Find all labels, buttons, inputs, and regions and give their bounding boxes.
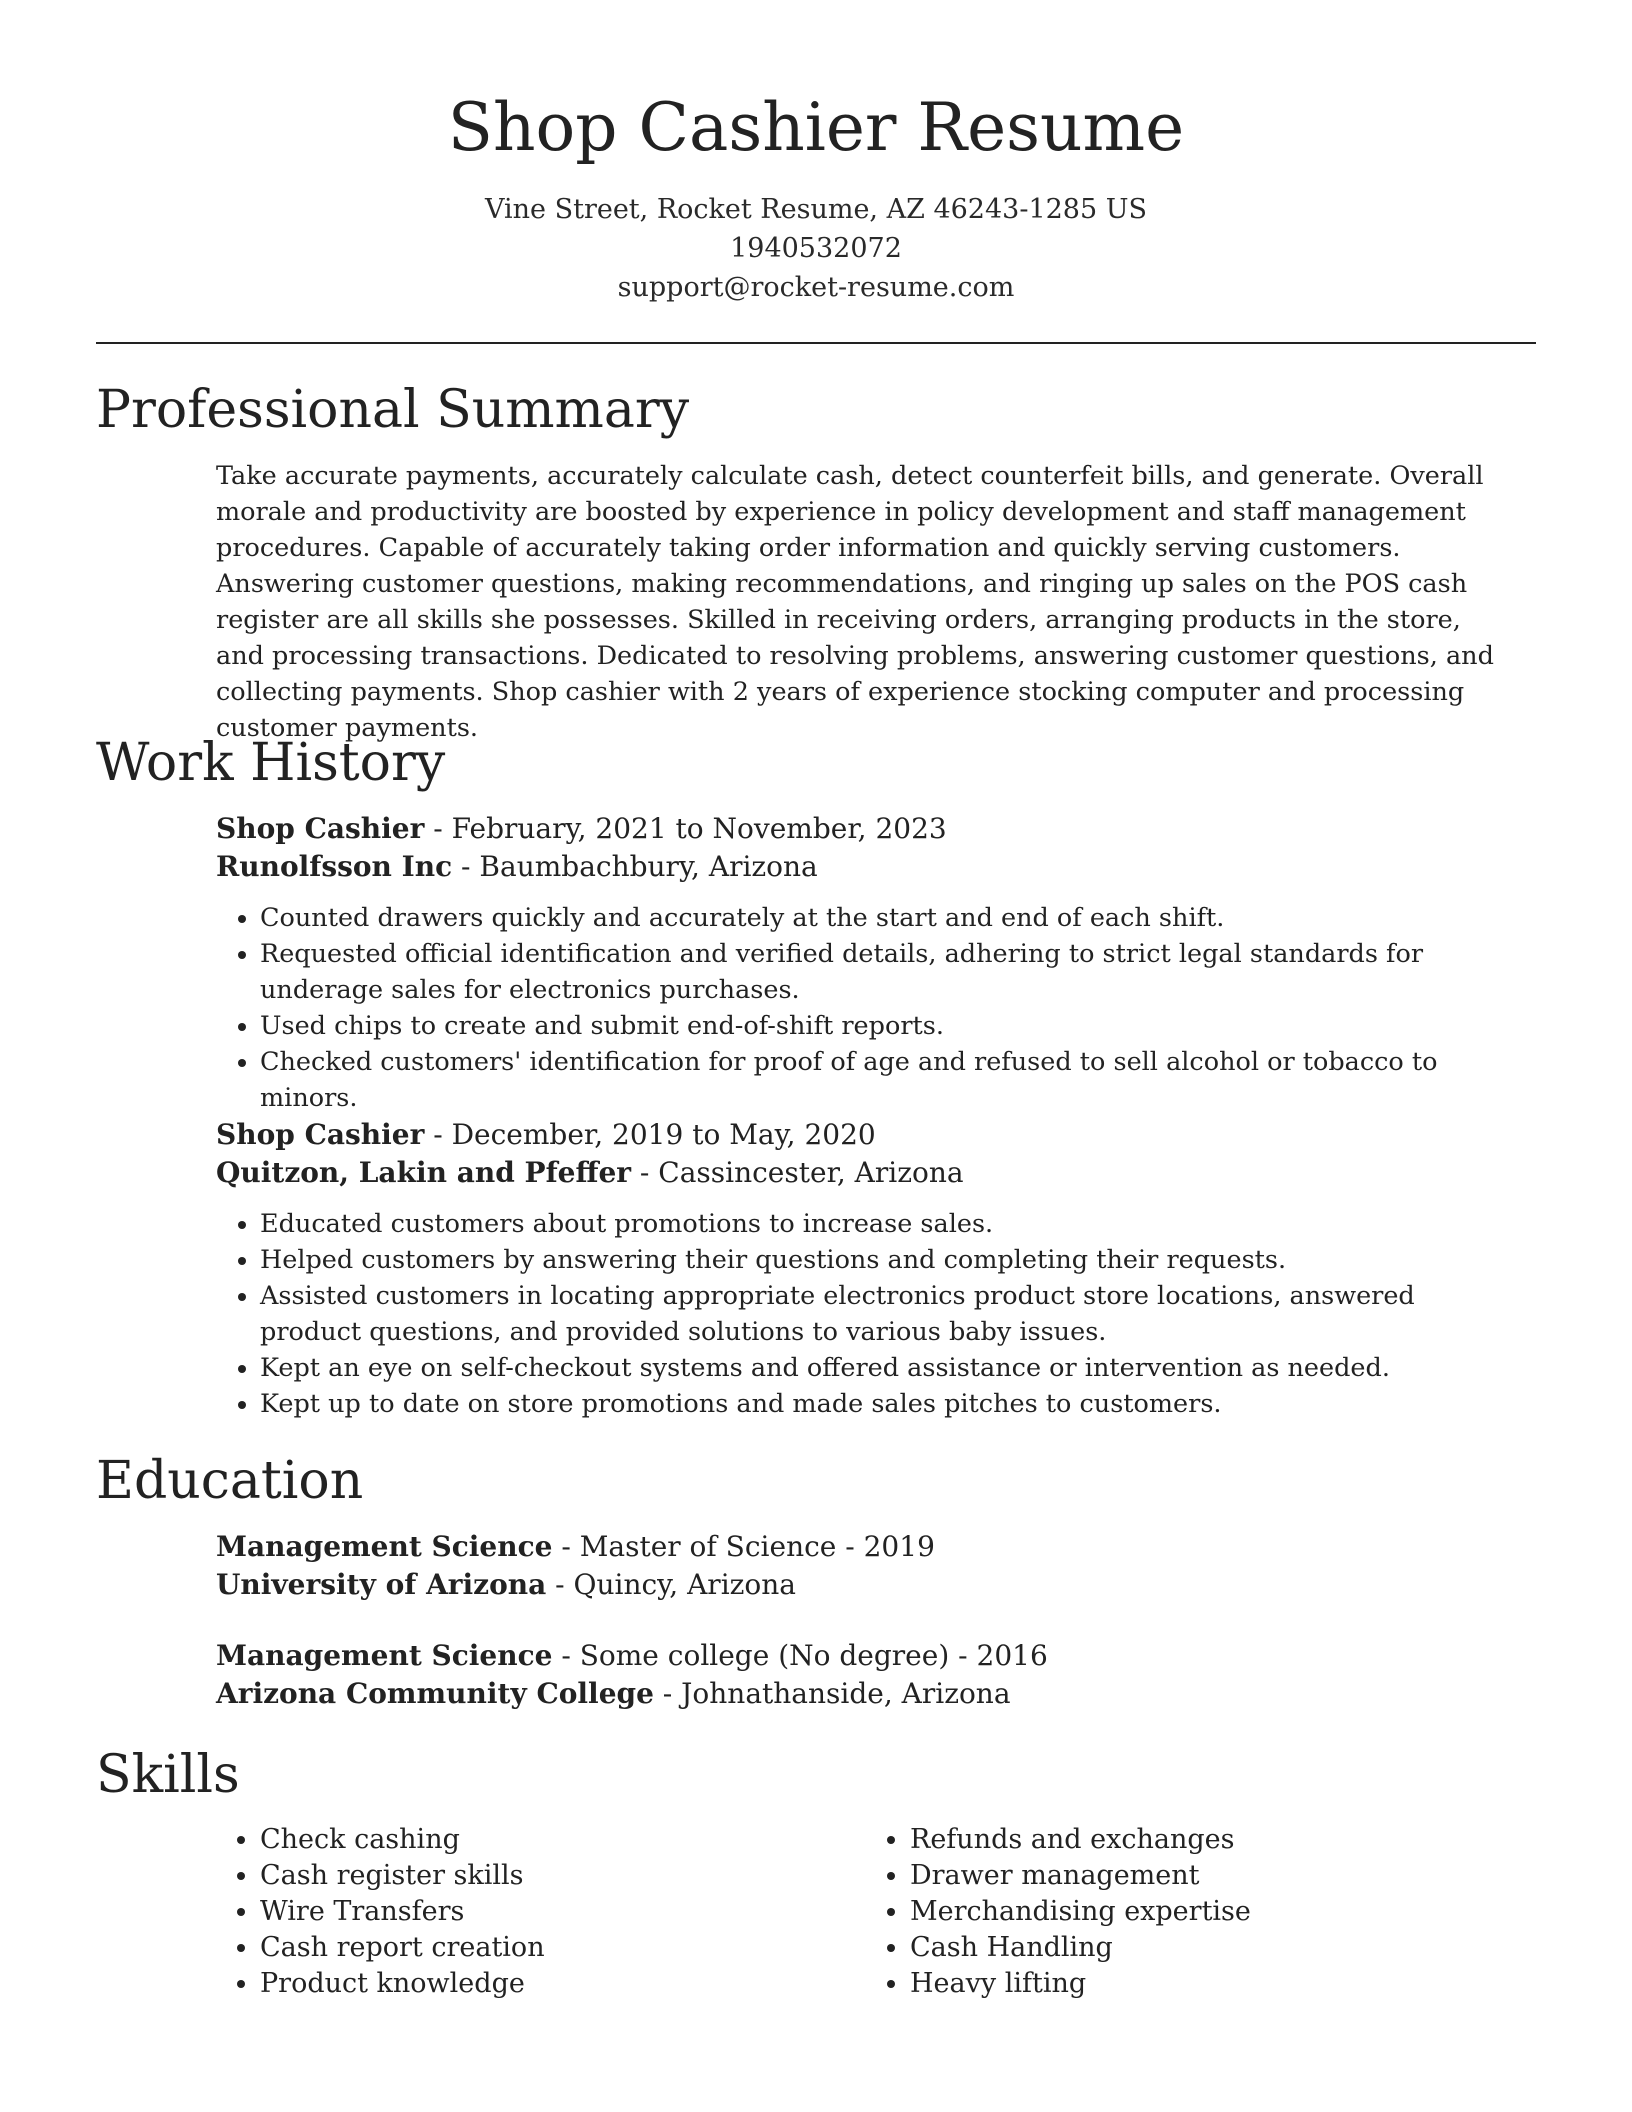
job-company-line [216, 1154, 1516, 1192]
education-school-line [216, 1675, 1516, 1713]
education-year: - 2019 [836, 1530, 935, 1563]
skills-column-right [866, 1822, 1516, 2002]
skill-item: • Check cashing [260, 1822, 866, 1858]
list-item: • Checked customers' identification for proof of age and refused to sell alcohol or tobacco to minors. [260, 1044, 1516, 1116]
list-item: • Kept up to date on store promotions and made sales pitches to customers. [260, 1386, 1516, 1422]
list-item: • Counted drawers quickly and accurately at the start and end of each shift. [260, 900, 1516, 936]
resume-header [0, 0, 1632, 307]
job-role: Shop Cashier [216, 812, 425, 845]
header-divider [96, 342, 1536, 344]
education-year: - 2016 [949, 1639, 1048, 1672]
skills-list [866, 1822, 1516, 2002]
job-entry [216, 1116, 1516, 1422]
job-location: - Cassincester, Arizona [631, 1156, 964, 1189]
list-item: • Assisted customers in locating appropriate electronics product store locations, answered product questions, and provided solutions to various baby issues. [260, 1278, 1516, 1350]
skill-item: • Cash register skills [260, 1858, 866, 1894]
job-bullets [216, 900, 1516, 1116]
education-degree: - Some college (No degree) [552, 1639, 950, 1672]
education-entry [216, 1637, 1516, 1713]
education-degree-line [216, 1637, 1516, 1675]
skill-item: • Drawer management [910, 1858, 1516, 1894]
summary-text: Take accurate payments, accurately calculate cash, detect counterfeit bills, and generate. Overall morale and productivity are boosted by experience in policy development and staff management procedures. Capable of accurately taking order information and quickly serving customers. Answering customer questions, making recommendations, and ringing up sales on the POS cash register are all skills she possesses. Skilled in receiving orders, arranging products in the store, and processing transactions. Dedicated to resolving problems, answering customer questions, and collecting payments. Shop cashier with 2 years of experience stocking computer and processing customer payments. [216, 461, 1494, 743]
education-location: - Johnathanside, Arizona [653, 1677, 1011, 1710]
skill-item: • Refunds and exchanges [910, 1822, 1516, 1858]
resume-title: Shop Cashier Resume [447, 89, 1185, 166]
education-degree-line [216, 1528, 1516, 1566]
education-location: - Quincy, Arizona [546, 1568, 796, 1601]
skill-item: • Wire Transfers [260, 1894, 866, 1930]
skill-item: • Cash report creation [260, 1930, 866, 1966]
skills-column-left [216, 1822, 866, 2002]
summary-block [216, 458, 1516, 746]
job-location: - Baumbachbury, Arizona [452, 850, 818, 883]
skill-item: • Cash Handling [910, 1930, 1516, 1966]
job-bullets [216, 1206, 1516, 1422]
education-degree: - Master of Science [552, 1530, 837, 1563]
list-item: • Requested official identification and verified details, adhering to strict legal standards for underage sales for electronics purchases. [260, 936, 1516, 1008]
education-entry [216, 1528, 1516, 1604]
skills-block [216, 1822, 1516, 2002]
job-title-line [216, 1116, 1516, 1154]
list-item: • Helped customers by answering their questions and completing their requests. [260, 1242, 1516, 1278]
list-item: • Educated customers about promotions to increase sales. [260, 1206, 1516, 1242]
job-company-line [216, 848, 1516, 886]
email-address: support@rocket-resume.com [617, 272, 1015, 303]
education-school: Arizona Community College [216, 1677, 654, 1710]
section-title-education: Education [96, 1451, 364, 1511]
skill-item: • Merchandising expertise [910, 1894, 1516, 1930]
contact-info [0, 190, 1632, 307]
job-entry [216, 810, 1516, 1116]
job-title-line [216, 810, 1516, 848]
job-role: Shop Cashier [216, 1118, 425, 1151]
address: Vine Street, Rocket Resume, AZ 46243-1285 US [484, 194, 1147, 225]
education-school-line [216, 1566, 1516, 1604]
job-company: Runolfsson Inc [216, 850, 453, 883]
section-title-summary: Professional Summary [96, 380, 690, 440]
education-field: Management Science [216, 1639, 553, 1672]
skill-item: • Heavy lifting [910, 1966, 1516, 2002]
job-dates: - December, 2019 to May, 2020 [424, 1118, 876, 1151]
job-company: Quitzon, Lakin and Pfeffer [216, 1156, 632, 1189]
list-item: • Used chips to create and submit end-of-shift reports. [260, 1008, 1516, 1044]
skill-item: • Product knowledge [260, 1966, 866, 2002]
education-field: Management Science [216, 1530, 553, 1563]
section-title-skills: Skills [96, 1745, 240, 1805]
education-school: University of Arizona [216, 1568, 547, 1601]
section-title-work-history: Work History [96, 733, 446, 793]
job-dates: - February, 2021 to November, 2023 [424, 812, 947, 845]
list-item: • Kept an eye on self-checkout systems and offered assistance or intervention as needed. [260, 1350, 1516, 1386]
skills-list [216, 1822, 866, 2002]
phone-number: 1940532072 [730, 233, 902, 264]
